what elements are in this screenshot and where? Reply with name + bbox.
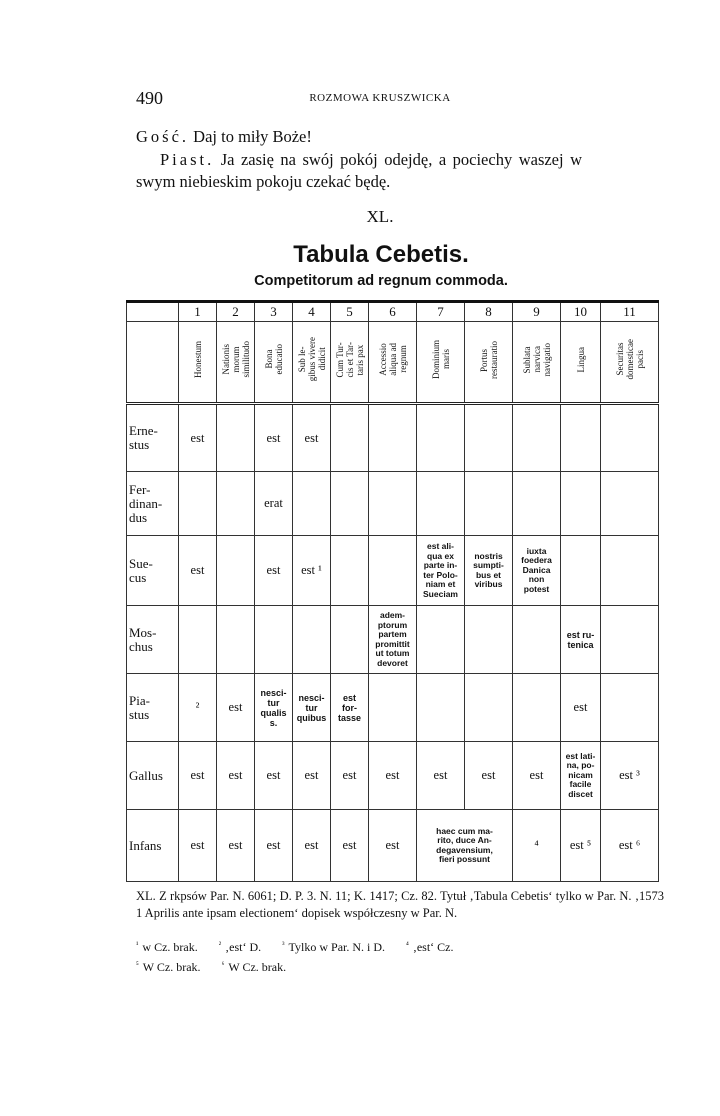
table-cell <box>217 536 255 606</box>
section-number: XL. <box>366 207 394 226</box>
footnote-text: ‚est‘ D. <box>225 940 262 954</box>
table-cell <box>217 472 255 536</box>
column-head-row <box>127 322 659 404</box>
table-cell <box>513 606 561 674</box>
table-cell <box>369 674 417 742</box>
table-cell <box>561 404 601 472</box>
col-number: 1 <box>179 302 217 322</box>
table-cell: est ⁶ <box>601 810 659 882</box>
footnote <box>406 940 453 954</box>
col-head-text: Sub le- gibus vivere didicit <box>296 337 327 382</box>
col-number: 2 <box>217 302 255 322</box>
col-head-text: Dominium maris <box>430 339 451 379</box>
table-cell <box>331 536 369 606</box>
table-cell <box>601 472 659 536</box>
col-number: 5 <box>331 302 369 322</box>
table-cell: est ³ <box>601 742 659 810</box>
col-head-text: Portus restauratio <box>478 340 499 379</box>
competitors-table <box>126 300 659 882</box>
row-name: Pia- stus <box>127 674 179 742</box>
table-row <box>127 810 659 882</box>
col-number: 4 <box>293 302 331 322</box>
table-cell <box>293 606 331 674</box>
page-number: 490 <box>136 88 163 108</box>
table-cell: adem- ptorum partem promittit ut totum devoret <box>369 606 417 674</box>
table-cell <box>465 404 513 472</box>
row-name: Mos- chus <box>127 606 179 674</box>
col-number: 10 <box>561 302 601 322</box>
col-head-text: Honestum <box>192 341 203 378</box>
col-head <box>465 322 513 404</box>
table-cell <box>601 674 659 742</box>
table-cell <box>369 536 417 606</box>
table-cell <box>417 472 465 536</box>
col-number: 11 <box>601 302 659 322</box>
table-cell <box>561 472 601 536</box>
footnote-text: W Cz. brak. <box>142 960 201 974</box>
table-cell: est <box>293 404 331 472</box>
table-cell <box>601 404 659 472</box>
table-cell <box>369 472 417 536</box>
table-cell: haec cum ma- rito, duce An- degavensium, fieri possunt <box>417 810 513 882</box>
table-cell: est ⁵ <box>561 810 601 882</box>
footnote-mark: ⁴ <box>406 940 409 949</box>
footnote <box>136 960 201 974</box>
table-cell: iuxta foedera Danica non potest <box>513 536 561 606</box>
table-cell <box>417 606 465 674</box>
col-head <box>255 322 293 404</box>
col-head <box>179 322 217 404</box>
col-head <box>561 322 601 404</box>
table-cell <box>331 472 369 536</box>
table-cell: est <box>369 742 417 810</box>
table-cell: erat <box>255 472 293 536</box>
table-cell <box>601 536 659 606</box>
col-head-text: Securitas domesticae pacis <box>614 339 645 380</box>
table-cell: nostris sumpti- bus et viribus <box>465 536 513 606</box>
footnote-text: W Cz. brak. <box>228 960 287 974</box>
col-head <box>217 322 255 404</box>
table-cell <box>255 606 293 674</box>
editorial-note: XL. Z rkpsów Par. N. 6061; D. P. 3. N. 11; K. 1417; Cz. 82. Tytuł ‚Tabula Cebetis‘ tylko w Par. N. ‚1573 1 Aprilis ante ipsam electionem‘ dopisek współczesny w Par. N. <box>136 889 664 920</box>
col-head-text: Bona educatio <box>263 344 284 375</box>
table-cell: nesci- tur qualis s. <box>255 674 293 742</box>
col-number: 8 <box>465 302 513 322</box>
table-cell: est <box>217 810 255 882</box>
table-cell: est <box>293 810 331 882</box>
table-row <box>127 536 659 606</box>
row-name: Sue- cus <box>127 536 179 606</box>
footnote-text: w Cz. brak. <box>142 940 198 954</box>
row-name: Infans <box>127 810 179 882</box>
col-head <box>601 322 659 404</box>
speaker: Gość. <box>136 127 190 146</box>
footnote <box>222 960 287 974</box>
table-cell: est <box>513 742 561 810</box>
table-row <box>127 606 659 674</box>
col-number: 9 <box>513 302 561 322</box>
table-cell: est <box>465 742 513 810</box>
footnote-mark: ² <box>218 940 222 949</box>
table-cell: est <box>179 810 217 882</box>
row-name: Fer- dinan- dus <box>127 472 179 536</box>
footnote-mark: ¹ <box>136 940 139 949</box>
table-cell <box>513 674 561 742</box>
running-head: ROZMOWA KRUSZWICKA <box>309 92 451 104</box>
corner-cell <box>127 322 179 404</box>
dialogue-text: Ja zasię na swój pokój odejdę, a pociechy waszej w swym niebieskim pokoju czekać będę. <box>136 150 583 191</box>
col-head-text: Nationis morum similitudo <box>220 341 251 378</box>
table-cell <box>465 472 513 536</box>
table-cell <box>217 606 255 674</box>
col-head <box>331 322 369 404</box>
table-cell <box>513 404 561 472</box>
footnote-text: ‚est‘ Cz. <box>412 940 454 954</box>
table-cell: est <box>255 742 293 810</box>
table-cell: est <box>255 536 293 606</box>
dialogue-text: Daj to miły Boże! <box>193 127 312 146</box>
table-cell: est <box>293 742 331 810</box>
table-subtitle: Competitorum ad regnum commoda. <box>254 273 508 289</box>
table-cell: est for- tasse <box>331 674 369 742</box>
col-number: 6 <box>369 302 417 322</box>
table-cell <box>217 404 255 472</box>
dialogue-line-1 <box>136 126 582 148</box>
row-name: Gallus <box>127 742 179 810</box>
footnote <box>136 940 198 954</box>
footnote-mark: ⁶ <box>221 960 225 969</box>
col-head-text: Accessio aliqua ad regnum <box>377 343 408 376</box>
table-cell <box>417 674 465 742</box>
table-cell: est <box>331 810 369 882</box>
table-cell: est <box>217 742 255 810</box>
row-name: Erne- stus <box>127 404 179 472</box>
col-head-text: Cum Tur- cis et Tar- taris pax <box>334 341 365 378</box>
table-row <box>127 674 659 742</box>
footnote-mark: ⁵ <box>136 960 139 969</box>
footnote-text: Tylko w Par. N. i D. <box>288 940 386 954</box>
table-cell: est <box>179 404 217 472</box>
table-cell <box>293 472 331 536</box>
table-cell: est <box>331 742 369 810</box>
col-head <box>513 322 561 404</box>
table-cell <box>331 606 369 674</box>
col-head <box>293 322 331 404</box>
table-cell: est <box>179 536 217 606</box>
footnote <box>282 940 385 954</box>
table-cell <box>465 606 513 674</box>
footnote <box>219 940 261 954</box>
table-title: Tabula Cebetis. <box>293 241 469 268</box>
corner-cell <box>127 302 179 322</box>
table-cell: est <box>417 742 465 810</box>
table-cell: est ali- qua ex parte in- ter Polo- niam et Sueciam <box>417 536 465 606</box>
table-cell: est <box>255 810 293 882</box>
table-cell: est <box>179 742 217 810</box>
table-cell <box>561 536 601 606</box>
table-cell <box>331 404 369 472</box>
table-row <box>127 742 659 810</box>
table-cell: est ¹ <box>293 536 331 606</box>
table-cell <box>179 606 217 674</box>
table-cell: ⁴ <box>513 810 561 882</box>
table-cell <box>179 472 217 536</box>
table-cell: ² <box>179 674 217 742</box>
col-head-text: Sublata narvica navigatio <box>521 342 552 377</box>
speaker: Piast. <box>160 150 215 169</box>
table-cell: est <box>255 404 293 472</box>
col-number: 7 <box>417 302 465 322</box>
table-cell: est <box>561 674 601 742</box>
table-cell <box>601 606 659 674</box>
table-cell: est <box>369 810 417 882</box>
table-row <box>127 472 659 536</box>
table-cell <box>369 404 417 472</box>
table-cell: est ru- tenica <box>561 606 601 674</box>
table-cell <box>417 404 465 472</box>
footnotes-line <box>136 940 664 955</box>
dialogue-line-2 <box>136 149 582 193</box>
col-number: 3 <box>255 302 293 322</box>
col-head <box>369 322 417 404</box>
footnotes-line <box>136 960 664 975</box>
table-row <box>127 404 659 472</box>
column-number-row <box>127 302 659 322</box>
table-cell: est lati- na, po- nicam facile discet <box>561 742 601 810</box>
footnote-mark: ³ <box>282 940 285 949</box>
col-head <box>417 322 465 404</box>
col-head-text: Lingua <box>575 346 586 373</box>
table-cell: nesci- tur quibus <box>293 674 331 742</box>
table-cell: est <box>217 674 255 742</box>
table-cell <box>465 674 513 742</box>
table-cell <box>513 472 561 536</box>
